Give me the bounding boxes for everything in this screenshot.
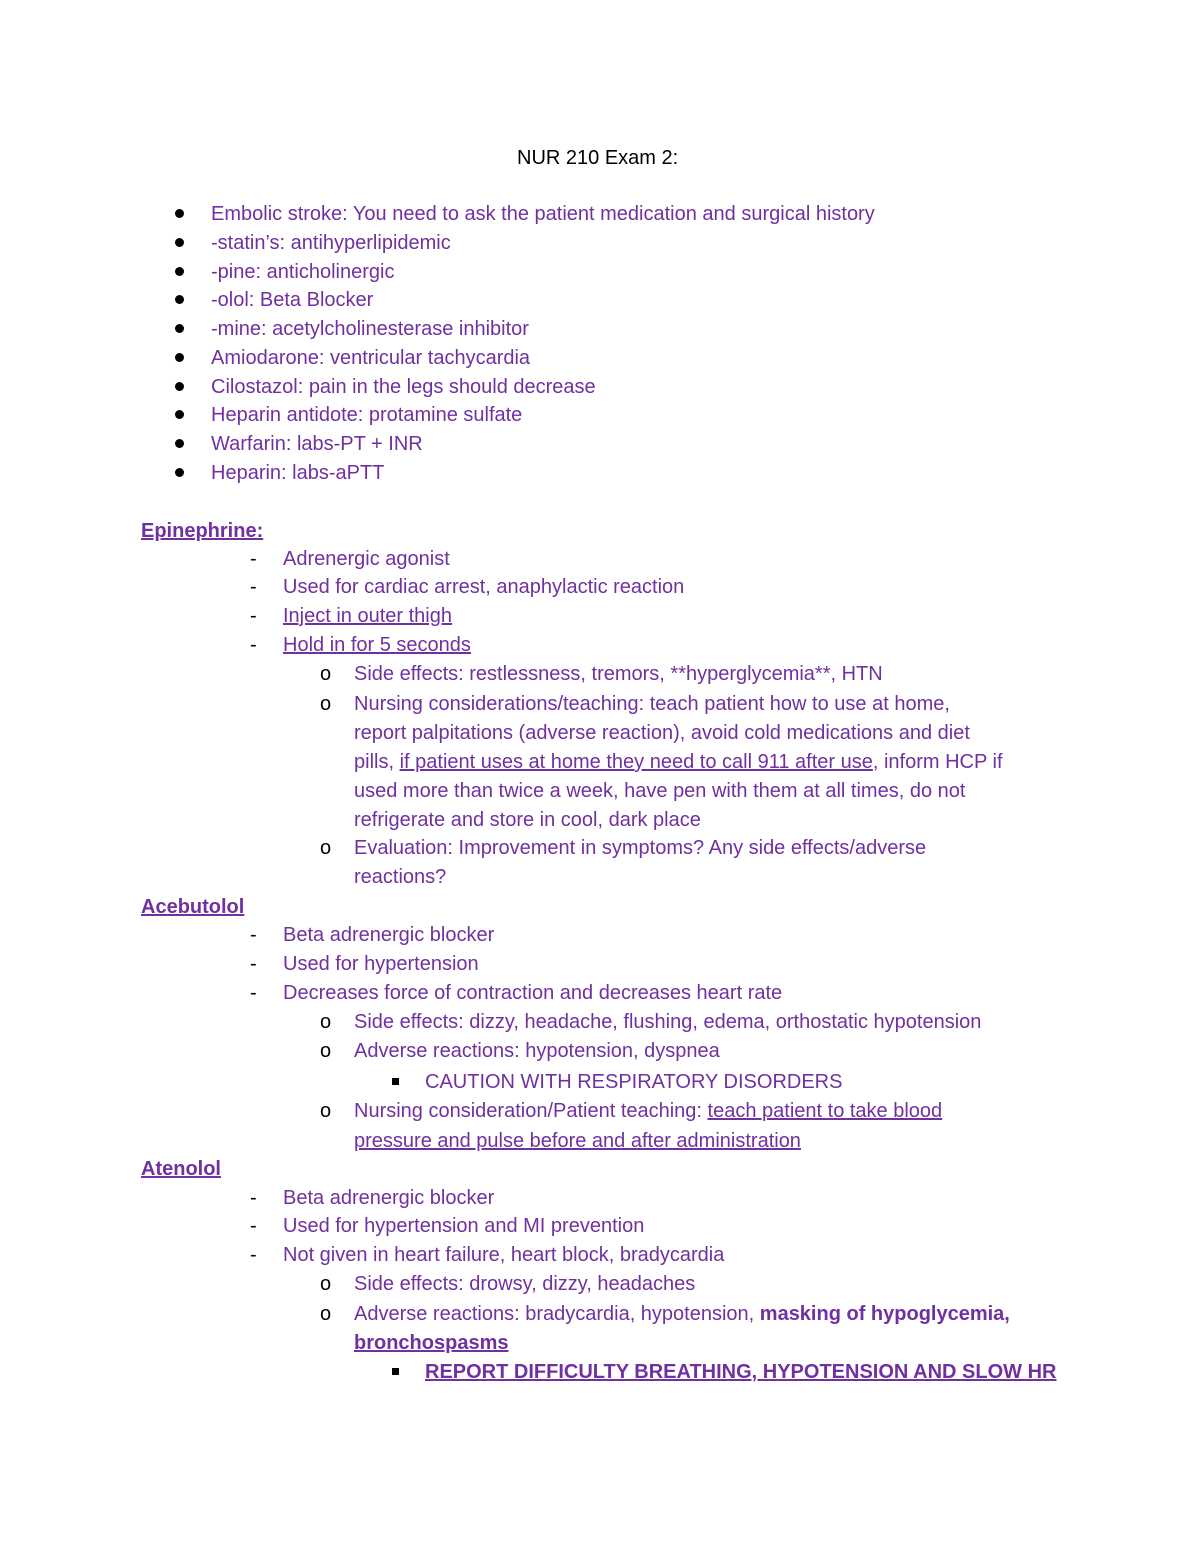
bullet-icon [175, 353, 184, 362]
bullet-icon [175, 439, 184, 448]
bullet-icon [175, 267, 184, 276]
text-run: , inform HCP if [872, 751, 1003, 773]
list-item: Not given in heart failure, heart block, bradycardia [283, 1244, 725, 1266]
dash-bullet: - [250, 548, 257, 570]
sub-item-continued: refrigerate and store in cool, dark place [354, 809, 701, 831]
sub-item: Evaluation: Improvement in symptoms? Any side effects/adverse [354, 837, 927, 859]
section-heading-epinephrine: Epinephrine: [141, 520, 264, 542]
sub-item-continued: reactions? [354, 866, 447, 888]
underlined-text: teach patient to take blood [707, 1100, 943, 1122]
bullet-item: -statin’s: antihyperlipidemic [211, 232, 451, 254]
bold-text: masking of hypoglycemia, [759, 1303, 1010, 1325]
text-run: Nursing consideration/Patient teaching: [354, 1100, 708, 1122]
bullet-item: Heparin antidote: protamine sulfate [211, 404, 523, 426]
bullet-icon [175, 324, 184, 333]
circle-bullet: o [320, 663, 332, 685]
sub-item: Nursing considerations/teaching: teach patient how to use at home, [354, 693, 950, 715]
bullet-item: Warfarin: labs-PT + INR [211, 433, 423, 455]
list-item: Hold in for 5 seconds [283, 634, 471, 656]
list-item: Used for cardiac arrest, anaphylactic reaction [283, 576, 685, 598]
bullet-item: -pine: anticholinergic [211, 261, 395, 283]
circle-bullet: o [320, 1011, 332, 1033]
sub-item-continued: pressure and pulse before and after administration [354, 1130, 801, 1152]
circle-bullet: o [320, 1040, 332, 1062]
list-item: Beta adrenergic blocker [283, 924, 495, 946]
list-item: Decreases force of contraction and decreases heart rate [283, 982, 783, 1004]
dash-bullet: - [250, 605, 257, 627]
text-run: pills, [354, 751, 400, 773]
bullet-item: Cilostazol: pain in the legs should decrease [211, 376, 596, 398]
bullet-item: -mine: acetylcholinesterase inhibitor [211, 318, 529, 340]
dash-bullet: - [250, 576, 257, 598]
circle-bullet: o [320, 837, 332, 859]
list-item: Used for hypertension and MI prevention [283, 1215, 645, 1237]
text-run: Adverse reactions: bradycardia, hypotension, [354, 1303, 760, 1325]
bullet-icon [175, 295, 184, 304]
section-heading-acebutolol: Acebutolol [141, 896, 245, 918]
bullet-icon [175, 468, 184, 477]
circle-bullet: o [320, 1273, 332, 1295]
list-item: Beta adrenergic blocker [283, 1187, 495, 1209]
dash-bullet: - [250, 1215, 257, 1237]
list-item: Used for hypertension [283, 953, 479, 975]
section-heading-atenolol: Atenolol [141, 1158, 221, 1180]
sub-item: Side effects: dizzy, headache, flushing, edema, orthostatic hypotension [354, 1011, 982, 1033]
underlined-text: if patient uses at home they need to call 911 after use [399, 751, 873, 773]
sub-item-continued: bronchospasms [354, 1332, 509, 1354]
bullet-item: Amiodarone: ventricular tachycardia [211, 347, 531, 369]
bullet-icon [175, 382, 184, 391]
sub-item [354, 1099, 942, 1123]
bullet-item: -olol: Beta Blocker [211, 289, 374, 311]
list-item: Inject in outer thigh [283, 605, 452, 627]
circle-bullet: o [320, 1303, 332, 1325]
dash-bullet: - [250, 1244, 257, 1266]
square-bullet [392, 1078, 399, 1085]
sub-item-continued: used more than twice a week, have pen with them at all times, do not [354, 780, 966, 802]
bullet-icon [175, 209, 184, 218]
dash-bullet: - [250, 1187, 257, 1209]
sub-item: Side effects: restlessness, tremors, **hyperglycemia**, HTN [354, 663, 883, 685]
dash-bullet: - [250, 982, 257, 1004]
bullet-item: Heparin: labs-aPTT [211, 462, 385, 484]
square-bullet [392, 1368, 399, 1375]
bullet-icon [175, 238, 184, 247]
sub-sub-item: REPORT DIFFICULTY BREATHING, HYPOTENSION AND SLOW HR [425, 1361, 1057, 1383]
sub-item: Adverse reactions: hypotension, dyspnea [354, 1040, 720, 1062]
dash-bullet: - [250, 634, 257, 656]
sub-item: Side effects: drowsy, dizzy, headaches [354, 1273, 696, 1295]
dash-bullet: - [250, 924, 257, 946]
list-item: Adrenergic agonist [283, 548, 450, 570]
dash-bullet: - [250, 953, 257, 975]
bullet-icon [175, 410, 184, 419]
sub-sub-item: CAUTION WITH RESPIRATORY DISORDERS [425, 1071, 843, 1093]
sub-item [354, 1302, 1010, 1326]
sub-item-continued [354, 750, 1003, 774]
circle-bullet: o [320, 1100, 332, 1122]
circle-bullet: o [320, 693, 332, 715]
sub-item-continued: report palpitations (adverse reaction), avoid cold medications and diet [354, 722, 970, 744]
page-title: NUR 210 Exam 2: [517, 147, 679, 169]
bullet-item: Embolic stroke: You need to ask the patient medication and surgical history [211, 203, 875, 225]
